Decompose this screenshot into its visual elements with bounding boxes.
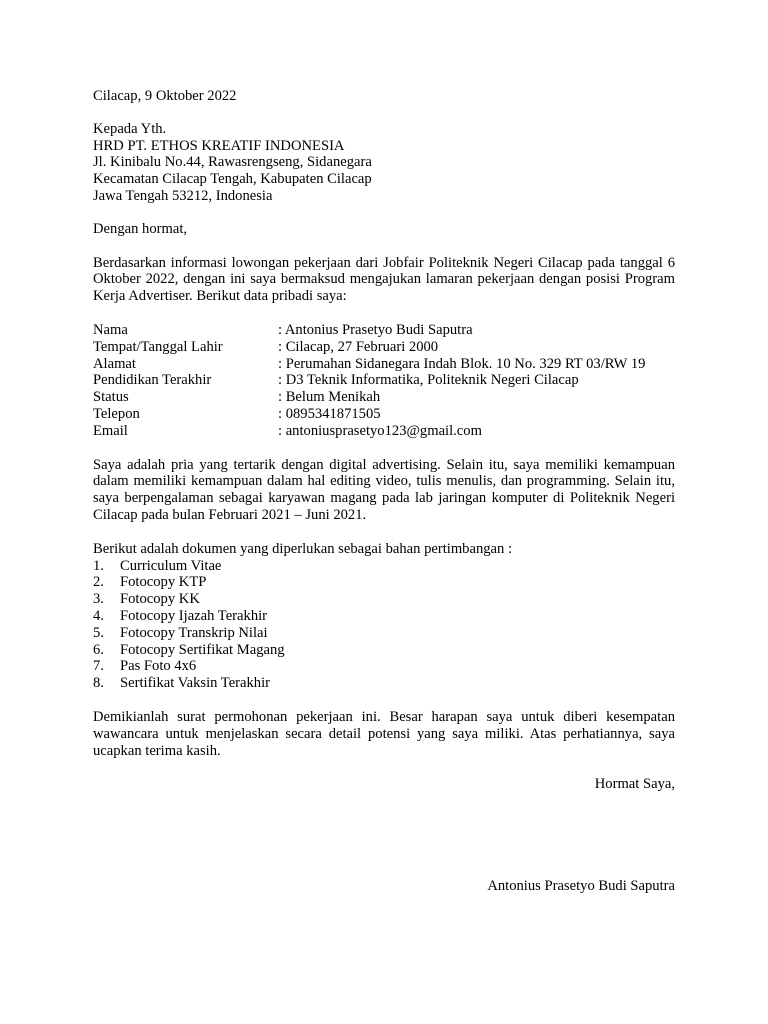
document-number: 2. [93,574,104,591]
closing-greeting: Hormat Saya, [594,776,675,793]
recipient-block [93,121,675,205]
letter-date: Cilacap, 9 Oktober 2022 [93,88,237,104]
document-list-item [93,608,675,625]
document-number: 7. [93,658,104,675]
personal-data-row [93,322,675,339]
document-number: 6. [93,641,104,658]
field-label: Status [93,389,129,406]
document-text: Fotocopy Ijazah Terakhir [120,607,268,624]
signer-name: Antonius Prasetyo Budi Saputra [487,878,675,895]
body-paragraph: Saya adalah pria yang tertarik dengan digital advertising. Selain itu, saya memiliki kemampuan dalam memiliki kemampuan dalam hal editing video, tulis menulis, dan programming. Selain itu, saya berpengalaman sebagai karyawan magang pada lab jaringan komputer di Politeknik Negeri Cilacap pada bulan Februari 2021 – Juni 2021. [93,456,675,523]
document-text: Fotocopy KK [120,591,200,608]
document-text: Fotocopy KTP [120,574,207,591]
document-list-item [93,558,675,575]
field-value: : 0895341871505 [278,405,381,422]
personal-data-row [93,339,675,356]
document-text: Pas Foto 4x6 [120,658,197,675]
document-text: Sertifikat Vaksin Terakhir [120,675,271,692]
personal-data-row [93,406,675,423]
document-list-item [93,675,675,692]
field-label: Pendidikan Terakhir [93,372,212,389]
document-number: 5. [93,624,104,641]
document-list-item [93,574,675,591]
salutation: Dengan hormat, [93,220,188,237]
document-text: Fotocopy Sertifikat Magang [120,641,285,658]
field-value: : Perumahan Sidanegara Indah Blok. 10 No. 329 RT 03/RW 19 [278,355,646,372]
intro-paragraph: Berdasarkan informasi lowongan pekerjaan dari Jobfair Politeknik Negeri Cilacap pada tanggal 6 Oktober 2022, dengan ini saya bermaksud mengajukan lamaran pekerjaan dengan posisi Program Kerja Advertiser. Berikut data pribadi saya: [93,254,675,305]
document-number: 1. [93,557,104,574]
field-value: : antoniusprasetyo123@gmail.com [278,422,482,439]
field-label: Email [93,422,128,439]
document-number: 4. [93,607,104,624]
recipient-line: Kepada Yth. [93,120,167,137]
document-list-item [93,642,675,659]
document-list-item [93,591,675,608]
recipient-line: Jawa Tengah 53212, Indonesia [93,187,273,204]
personal-data-row [93,389,675,406]
personal-data-table [93,322,675,440]
documents-intro: Berikut adalah dokumen yang diperlukan sebagai bahan pertimbangan : [93,540,513,557]
document-text: Curriculum Vitae [120,557,222,574]
field-label: Alamat [93,355,136,372]
personal-data-row [93,372,675,389]
field-value: : D3 Teknik Informatika, Politeknik Negeri Cilacap [278,372,579,389]
recipient-line: HRD PT. ETHOS KREATIF INDONESIA [93,137,345,154]
field-value: : Belum Menikah [278,389,381,406]
field-value: : Antonius Prasetyo Budi Saputra [278,321,473,338]
document-number: 8. [93,675,104,692]
field-label: Telepon [93,405,140,422]
closing-paragraph: Demikianlah surat permohonan pekerjaan ini. Besar harapan saya untuk diberi kesempatan wawancara untuk menjelaskan secara detail potensi yang saya miliki. Atas perhatiannya, saya ucapkan terima kasih. [93,708,675,759]
recipient-line: Kecamatan Cilacap Tengah, Kabupaten Cilacap [93,171,372,188]
document-list-item [93,658,675,675]
document-list-item [93,625,675,642]
documents-section [93,541,675,692]
field-value: : Cilacap, 27 Februari 2000 [278,338,439,355]
document-number: 3. [93,591,104,608]
document-text: Fotocopy Transkrip Nilai [120,624,268,641]
field-label: Tempat/Tanggal Lahir [93,338,223,355]
personal-data-row [93,423,675,440]
letter-page [93,88,675,895]
field-label: Nama [93,321,128,338]
recipient-line: Jl. Kinibalu No.44, Rawasrengseng, Sidanegara [93,154,372,171]
personal-data-row [93,356,675,373]
